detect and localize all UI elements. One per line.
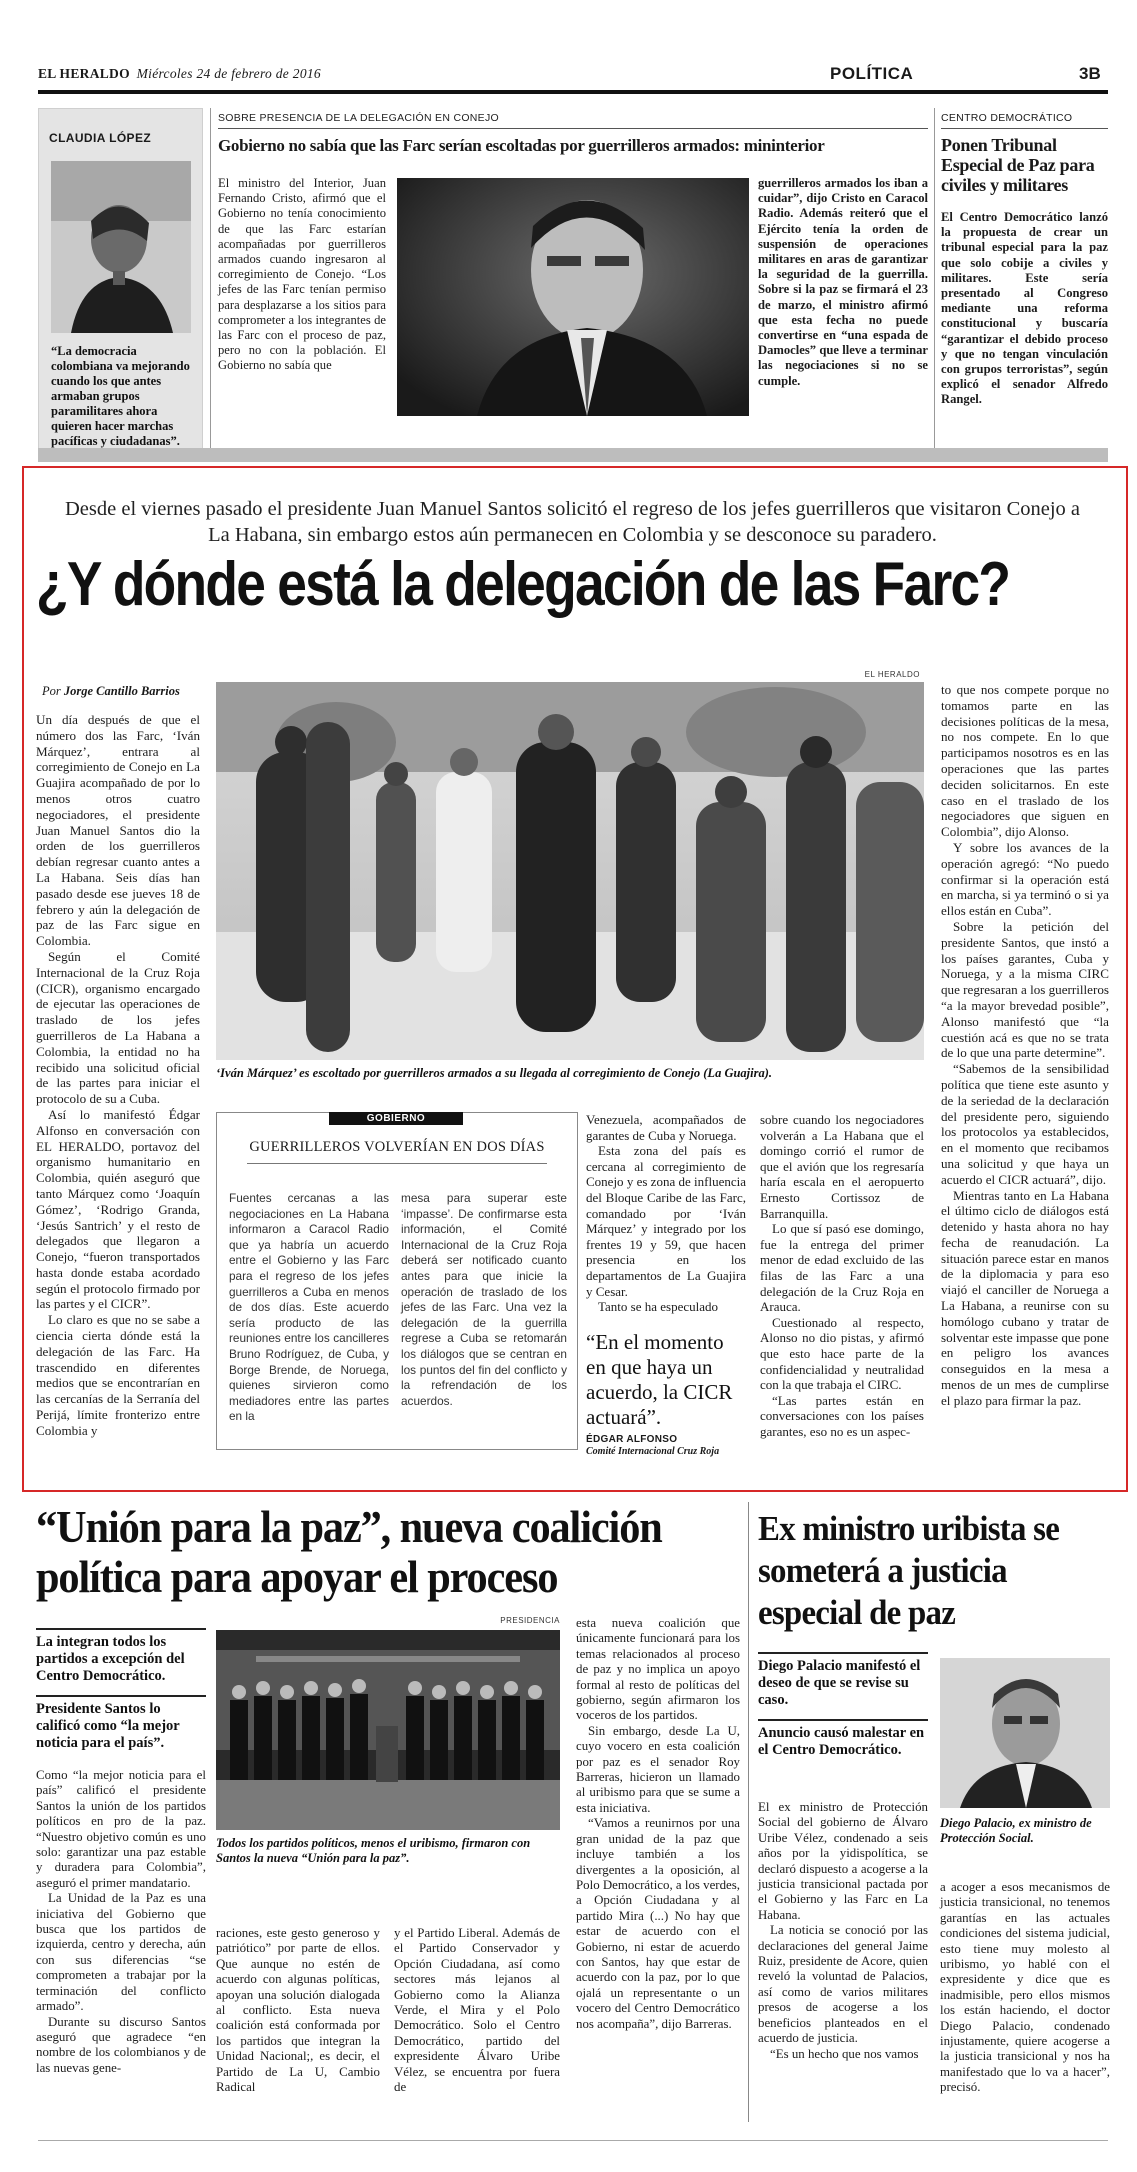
top-left-divider (210, 108, 211, 453)
coalition-col1-p2: La Unidad de la Paz es una iniciativa del Gobierno que busca que los partidos de izquierda, centro y derecha, aún con sus diferencias “se comprometen a trabajar por la terminación del conflicto armado”. (36, 1891, 206, 2014)
top-right-body: El Centro Democrático lanzó la propuesta de crear un tribunal especial para la paz que solo cobije a civiles y militares. Este sería presentado al Congreso mediante una reforma constitucional y buscaría “garantizar el debido proceso y que no tengan vinculación con grupos terroristas”, según explicó el senador Alfredo Rangel. (941, 210, 1108, 407)
government-box-tag: GOBIERNO (329, 1112, 463, 1125)
exminister-col1-p2: La noticia se conoció por las declaraciones del general Jaime Ruiz, presidente de Acore, quien reveló la voluntad de Palacios, así como de varios militares presos de acogerse a los beneficios planteados en el acuerdo de justicia. (758, 1923, 928, 2046)
coalition-col1-p3: Durante su discurso Santos aseguró que agradece “en nombre de los colombianos y de las nuevas gene- (36, 2014, 206, 2075)
pull-quote-title: Comité Internacional Cruz Roja (586, 1446, 720, 1457)
paper-name: EL HERALDO (38, 66, 130, 81)
coalition-col4-p3: “Vamos a reunirnos por una gran unidad de la paz que incluye también a los divergentes a la oposición, al Polo Democrático, a los verdes, a Opción Ciudadana y al partido Mira (...) No hay que estar de acuerdo con el Gobierno, ni estar de acuerdo con Santos, hay que estar de acuerdo con la paz, por lo que ojalá un representante o un vocero del Centro Democrático nos acompaña”, dijo Barreras. (576, 1816, 740, 2031)
bottom-divider (748, 1502, 749, 2122)
government-box-col1: Fuentes cercanas a las negociaciones en La Habana informaron a Caracol Radio que ya habría un acuerdo entre el Gobierno y las Farc para el regreso de los jefes guerrilleros a Cuba en menos de dos días. Este acuerdo sería producto de las reuniones entre los cancilleres Bruno Rodríguez, de Cuba, y Borge Brende, de Noruega, quienes sirvieron como mediadores entre las partes en la (229, 1191, 389, 1424)
main-left-p2: Según el Comité Internacional de la Cruz Roja (CICR), organismo encargado de ejecutar las operaciones de traslado de los jefes guerrilleros de La Habana a Colombia, la entidad no ha recibido una solicitud oficial de las partes para iniciar el protocolo de su a Cuba. (36, 948, 200, 1107)
byline-prefix: Por (42, 684, 61, 698)
main-col4 (760, 1112, 924, 1439)
main-left-column (36, 712, 200, 1439)
coalition-col4 (576, 1616, 740, 2032)
exminister-col2: a acoger a esos mecanismos de justicia transicional, no tenemos garantías en las actuales condiciones del sistema judicial, esto tiene muy molesto al uribismo, yo hablé con el expresidente y dice que es inadmisible, pero ellos mismos los están haciendo, el doctor Diego Palacio, condenado injustamente, quiere acogerse a la justicia transicional y nos ha manifestado que lo va a hacer”, precisó. (940, 1880, 1110, 2095)
coalition-col4-p2: Sin embargo, desde La U, cuyo vocero en esta coalición por paz es el senador Roy Barreras, hicieron un llamado al uribismo para que se sume a esta iniciativa. (576, 1723, 740, 1815)
main-col4-p1: sobre cuando los negociadores volverán a La Habana que el domingo corrió el rumor de que el avión que los regresaría haría escala en el aeropuerto Ernesto Cortissoz de Barranquilla. (760, 1112, 924, 1221)
claudia-lopez-quote: “La democracia colombiana va mejorando cuando los que antes armaban grupos paramilitares ahora quieren hacer marchas pacíficas y ciudadanas”. (51, 344, 190, 448)
coalition-col3: y el Partido Liberal. Además de el Partido Conservador y Opción Ciudadana, así como sectores más lejanos al Gobierno como la Alianza Verde, el Mira y el Polo Democrático. Solo el Centro Democrático, partido del expresidente Álvaro Uribe Vélez, se encuentra por fuera de (394, 1926, 560, 2095)
header-rule (38, 90, 1108, 94)
diego-palacio-caption: Diego Palacio, ex ministro de Protección Social. (940, 1816, 1092, 1845)
main-photo (216, 682, 924, 1060)
diego-palacio-photo (940, 1658, 1110, 1808)
main-right-column (941, 682, 1109, 1409)
main-headline: ¿Y dónde está la delegación de las Farc? (36, 550, 1010, 619)
top-right-divider (934, 108, 935, 453)
coalition-photo-caption: Todos los partidos políticos, menos el uribismo, firmaron con Santos la nueva “Unión para la paz”. (216, 1836, 531, 1865)
page-number: 3B (1079, 64, 1101, 83)
claudia-lopez-photo (51, 161, 191, 333)
government-box-col2: mesa para superar este ‘impasse’. De confirmarse esta información, el Comité Internacional de la Cruz Roja deberá ser notificado cuanto antes para que inicie la operación de traslado de los jefes de las Farc. Una vez la delegación de la guerrilla regrese a Cuba se retomarán los diálogos que se centran en los puntos del fin del conflicto y la refrendación de los acuerdos. (401, 1191, 567, 1408)
main-right-p1: to que nos compete porque no tomamos parte en las decisiones políticas de la mesa, no nos compete. En lo que participamos nosotros es en las operaciones que las partes deciden solicitarnos. En este caso en el traslado de los negociadores que siguen en Colombia”, dijo Alonso. (941, 682, 1109, 840)
main-photo-caption: ‘Iván Márquez’ es escoltado por guerrilleros armados a su llegada al corregimiento de Conejo (La Guajira). (216, 1066, 773, 1080)
quote-person-name: CLAUDIA LÓPEZ (49, 131, 152, 145)
pull-quote: “En el momento en que haya un acuerdo, la CICR actuará”. (586, 1330, 733, 1429)
main-left-p4: Lo claro es que no se sabe a ciencia cierta dónde está la delegación de las Farc. Ha trascendido en diferentes medios que se encontrarían en las cercanías de la Serranía del Perijá, límite fronterizo entre Colombia y (36, 1312, 200, 1438)
main-right-p2: Y sobre los avances de la operación agregó: “No puedo confirmar si la operación está en marcha, si ya terminó o si ya ellos están en Cuba”. (941, 839, 1109, 919)
coalition-headline: “Unión para la paz”, nueva coalición política para apoyar el proceso (36, 1501, 662, 1602)
main-col4-p3: Cuestionado al respecto, Alonso no dio pistas, y afirmó que esto hace parte de la confidencialidad y neutralidad con la que trabaja el CIRC. (760, 1314, 924, 1393)
top-center-col2: guerrilleros armados los iban a cuidar”, dijo Cristo en Caracol Radio. Además reiteró que el Ejército tenía la orden de suspensión de operaciones militares en aras de garantizar la seguridad de la guerrilla. Sobre si la paz se firmará el 23 de marzo, el ministro afirmó que esta fecha no puede convertirse en “una espada de Damocles” que lleve a terminar las negociaciones si no se cumple. (758, 176, 928, 388)
government-box (216, 1112, 578, 1450)
interior-minister-photo (397, 178, 749, 416)
paper-date: Miércoles 24 de febrero de 2016 (136, 66, 321, 81)
main-mid-p2: Esta zona del país es cercana al corregimiento de Conejo y es zona de influencia del Bloque Caribe de las Farc, comandado por ‘Iván Márquez’ y integrado por los frentes 19 y 59, que hacen presencia en los departamentos de La Guajira y Cesar. (586, 1143, 746, 1299)
exminister-headline: Ex ministro uribista se someterá a justicia especial de paz (758, 1509, 1060, 1632)
exminister-deck2: Anuncio causó malestar en el Centro Democrático. (758, 1719, 928, 1759)
top-right-kicker-rule (941, 128, 1108, 129)
top-right-headline: Ponen Tribunal Especial de Paz para civiles y militares (941, 135, 1095, 195)
section-band (38, 448, 1108, 462)
main-col4-p4: “Las partes están en conversaciones con los países garantes, eso no es un aspec- (760, 1392, 924, 1439)
main-left-p1: Un día después de que el número dos las Farc, ‘Iván Márquez’, entrara al corregimiento de Conejo en La Guajira acompañado de por lo menos otros cuatro negociadores, el presidente Juan Manuel Santos dio la orden de los guerrilleros debían regresar cuanto antes a La Habana. Seis días han pasado desde ese jueves 18 de febrero y aún la delegación de paz de las Farc sigue en Colombia. (36, 712, 200, 949)
section-name: POLÍTICA (830, 64, 914, 83)
top-center-headline: Gobierno no sabía que las Farc serían escoltadas por guerrilleros armados: mininterior (218, 136, 825, 155)
page-bottom-rule (38, 2140, 1108, 2141)
government-box-title-rule (247, 1163, 547, 1164)
coalition-col2: raciones, este gesto generoso y patriótico” por parte de ellos. Que aunque no estén de acuerdo con algunas políticas, apoyan una solución dialogada al conflicto. Esta nueva coalición está conformada por los partidos que integran la Unidad Nacional;, es decir, el Partido de La U, Cambio Radical (216, 1926, 380, 2095)
main-mid-p1: Venezuela, acompañados de garantes de Cuba y Noruega. (586, 1112, 746, 1143)
main-right-p4: “Sabemos de la sensibilidad política que tiene este asunto y de la seriedad de la declaración del presidente pero, siguiendo los protocolos ya establecidos, en el momento que recibamos una solicitud y que haya un acuerdo el CICR actuará”, dijo. (941, 1061, 1109, 1187)
main-left-p3: Así lo manifestó Édgar Alfonso en conversación con EL HERALDO, portavoz del organismo humanitario en Colombia, quién aseguró que tanto Márquez como ‘Joaquín Gómez’, ‘Rodrigo Granda, ‘Jesús Santrich’ y el resto de delegados que llegaron a Conejo, “fueron transportados hasta donde estaba acordado según el protocolo firmado por las partes y el CICR”. (36, 1106, 200, 1312)
main-right-p5: Mientras tanto en La Habana el último ciclo de diálogos está detenido y hasta ahora no hay fecha de reanudación. La situación parece estar en manos de la diplomacia y para eso viajó el canciller de Noruega a La Habana, a reunirse con su homólogo cubano y tratar de solventar este impasse que pone en peligro los avances conseguidos en la mesa a menos de un mes de cumplirse el plazo para firmar la paz. (941, 1187, 1109, 1408)
main-right-p3: Sobre la petición del presidente Santos, que instó a los países garantes, Cuba y Noruega, y a la misma CIRC que regresaran a los guerrilleros “a la mayor brevedad posible”, Alonso manifestó que “la cuestión acá es que no se trata de lo que una parte determine”. (941, 918, 1109, 1061)
exminister-col1 (758, 1800, 928, 2062)
masthead-paper (38, 66, 321, 82)
exminister-decks (758, 1652, 928, 1759)
top-center-kicker-rule (218, 128, 928, 129)
top-right-kicker: CENTRO DEMOCRÁTICO (941, 112, 1073, 124)
main-mid-column (586, 1112, 746, 1315)
coalition-deck2: Presidente Santos lo calificó como “la mejor noticia para el país”. (36, 1695, 206, 1752)
coalition-col1 (36, 1768, 206, 2076)
top-center-col1: El ministro del Interior, Juan Fernando Cristo, afirmó que el Gobierno no tenía conocimiento de que las Farc estarían acompañadas por guerrilleros armados cuando ingresaron al corregimiento de Conejo. “Los jefes de las Farc tenían permiso para desplazarse a los sitios para comprometer a los integrantes de las Farc con el proceso de paz, pero no con la población. El Gobierno no sabía que (218, 176, 386, 373)
coalition-photo-credit: PRESIDENCIA (500, 1616, 560, 1625)
main-photo-credit: EL HERALDO (864, 670, 920, 679)
main-col4-p2: Lo que sí pasó ese domingo, fue la entrega del primer menor de edad excluido de las filas de las Farc a una delegación de la Cruz Roja en Arauca. (760, 1221, 924, 1315)
coalition-col4-p1: esta nueva coalición que únicamente funcionará para los temas relacionados al proceso de paz y no implica un apoyo formal al resto de políticas del gobierno, según afirmaron los voceros de los partidos. (576, 1616, 740, 1723)
byline (42, 684, 180, 699)
exminister-col1-p1: El ex ministro de Protección Social del gobierno de Álvaro Uribe Vélez, condenado a seis años por la yidispolítica, se declaró dispuesto a acogerse a la justicia transicional pactada por el Gobierno y las Farc en La Habana. (758, 1800, 928, 1922)
coalition-decks (36, 1628, 206, 1752)
exminister-deck1: Diego Palacio manifestó el deseo de que se revise su caso. (758, 1652, 928, 1709)
pull-quote-name: ÉDGAR ALFONSO (586, 1434, 678, 1445)
government-box-title: GUERRILLEROS VOLVERÍAN EN DOS DÍAS (249, 1139, 545, 1155)
top-center-kicker: SOBRE PRESENCIA DE LA DELEGACIÓN EN CONEJO (218, 112, 500, 124)
quote-panel (38, 108, 203, 453)
coalition-deck1: La integran todos los partidos a excepción del Centro Democrático. (36, 1628, 206, 1685)
coalition-photo (216, 1630, 560, 1830)
byline-author: Jorge Cantillo Barrios (63, 684, 180, 698)
main-mid-p3: Tanto se ha especulado (598, 1299, 719, 1315)
exminister-col1-p3: “Es un hecho que nos vamos (770, 2046, 919, 2061)
main-subhead: Desde el viernes pasado el presidente Juan Manuel Santos solicitó el regreso de los jefes guerrilleros que visitaron Conejo a La Habana, sin embargo estos aún permanecen en Colombia y se desconoce su paradero. (64, 498, 1081, 546)
coalition-col1-p1: Como “la mejor noticia para el país” calificó el presidente Santos la unión de los partidos políticos en pro de la paz. “Nuestro objetivo común es uno solo: garantizar una paz estable y duradera para Colombia”, aseguró el primer mandatario. (36, 1768, 206, 1890)
